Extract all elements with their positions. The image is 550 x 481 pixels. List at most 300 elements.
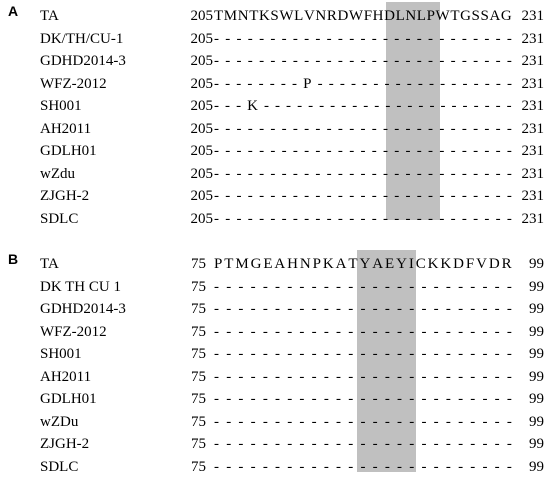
residue: - xyxy=(384,368,390,385)
residue: A xyxy=(372,256,384,272)
residue: - xyxy=(214,120,219,137)
residue: - xyxy=(238,413,244,430)
start-position: 75 xyxy=(191,458,206,475)
alignment-rows xyxy=(0,5,550,230)
residue: - xyxy=(397,368,403,385)
residue: - xyxy=(470,278,476,295)
residue: - xyxy=(214,30,219,47)
strain-name: SDLC xyxy=(40,210,79,227)
residue: - xyxy=(311,323,317,340)
residue: - xyxy=(461,143,467,159)
residue: - xyxy=(385,98,391,114)
end-position: 99 xyxy=(529,391,544,407)
residue: - xyxy=(299,346,305,362)
strain-name: WFZ-2012 xyxy=(40,323,107,340)
residue: - xyxy=(445,458,451,475)
residue: Y xyxy=(396,256,407,272)
residue: - xyxy=(450,143,456,159)
residue: - xyxy=(372,436,378,452)
alignment-row xyxy=(0,321,550,344)
residue: G xyxy=(250,256,262,272)
residue: - xyxy=(262,436,268,452)
residue: - xyxy=(458,368,464,385)
start-position: 75 xyxy=(191,368,206,385)
residue: V xyxy=(303,8,315,24)
residue: D xyxy=(384,8,395,24)
residue: - xyxy=(280,75,286,92)
start-position: 205 xyxy=(190,188,213,204)
residue: - xyxy=(292,53,298,69)
residue: - xyxy=(397,278,403,295)
residue: - xyxy=(360,346,366,362)
residue: - xyxy=(315,165,321,182)
residue: V xyxy=(476,256,487,272)
residue: - xyxy=(506,53,512,69)
residue: - xyxy=(238,436,244,452)
residue: - xyxy=(506,346,512,362)
residue: F xyxy=(465,256,475,272)
residue: - xyxy=(470,323,476,340)
residue: - xyxy=(484,165,490,182)
residue: - xyxy=(311,278,317,295)
residue: - xyxy=(270,165,276,182)
residue: - xyxy=(461,120,467,137)
residue: - xyxy=(226,323,232,340)
residue: K xyxy=(427,256,439,272)
residue: - xyxy=(433,413,439,430)
residue: - xyxy=(311,346,317,362)
residue: - xyxy=(250,301,256,317)
residue: - xyxy=(429,98,435,114)
sequence xyxy=(214,343,512,366)
residue: - xyxy=(214,413,219,430)
residue: - xyxy=(287,436,293,452)
panel-label: A xyxy=(8,3,19,19)
start-position: 75 xyxy=(191,413,206,430)
residue: - xyxy=(506,301,512,317)
residue: - xyxy=(384,391,390,407)
residue: - xyxy=(360,188,366,204)
residue: - xyxy=(405,165,411,182)
residue: - xyxy=(409,368,415,385)
residue: - xyxy=(317,75,323,92)
residue: - xyxy=(458,346,464,362)
residue: - xyxy=(473,75,479,92)
residue: - xyxy=(214,458,219,475)
residue: - xyxy=(275,278,281,295)
residue: - xyxy=(311,458,317,475)
residue: - xyxy=(445,323,451,340)
residue: - xyxy=(225,165,231,182)
residue: - xyxy=(384,413,390,430)
residue: - xyxy=(506,436,512,452)
residue: - xyxy=(236,210,242,227)
end-position: 231 xyxy=(521,210,544,227)
residue: - xyxy=(416,188,422,204)
residue: - xyxy=(495,120,501,137)
residue: - xyxy=(461,30,467,47)
residue: - xyxy=(482,391,488,407)
residue: - xyxy=(372,413,378,430)
residue: - xyxy=(270,188,276,204)
residue: - xyxy=(462,75,468,92)
residue: - xyxy=(484,188,490,204)
residue: - xyxy=(440,75,446,92)
residue: - xyxy=(337,120,343,137)
residue: Y xyxy=(359,256,371,272)
residue: A xyxy=(274,256,286,272)
residue: - xyxy=(506,278,512,295)
alignment-row xyxy=(0,185,550,208)
residue: - xyxy=(225,75,231,92)
residue: - xyxy=(458,301,464,317)
residue: - xyxy=(270,53,276,69)
residue: - xyxy=(494,458,500,475)
residue: - xyxy=(299,458,305,475)
residue: - xyxy=(214,53,219,69)
end-position: 99 xyxy=(529,346,544,362)
residue: - xyxy=(360,210,366,227)
residue: - xyxy=(421,346,427,362)
residue: - xyxy=(275,346,281,362)
residue: - xyxy=(275,323,281,340)
residue: - xyxy=(214,323,219,340)
residue: - xyxy=(470,346,476,362)
residue: - xyxy=(470,391,476,407)
residue: - xyxy=(494,301,500,317)
residue: - xyxy=(473,120,479,137)
residue: - xyxy=(336,436,342,452)
residue: - xyxy=(360,458,366,475)
residue: - xyxy=(371,143,377,159)
sequence xyxy=(214,276,512,299)
residue: - xyxy=(363,98,369,114)
residue: - xyxy=(384,75,390,92)
alignment-row xyxy=(0,433,550,456)
residue: - xyxy=(226,278,232,295)
residue: - xyxy=(214,368,219,385)
alignment-row xyxy=(0,163,550,186)
residue: - xyxy=(382,53,388,69)
residue: - xyxy=(225,53,231,69)
strain-name: GDLH01 xyxy=(40,143,97,159)
residue: - xyxy=(507,75,512,92)
residue: A xyxy=(489,8,501,24)
residue: - xyxy=(461,165,467,182)
residue: - xyxy=(281,165,287,182)
residue: - xyxy=(397,301,403,317)
residue: - xyxy=(495,143,501,159)
residue: - xyxy=(372,278,378,295)
residue: - xyxy=(484,30,490,47)
residue: P xyxy=(303,75,312,92)
residue: - xyxy=(238,391,244,407)
residue: - xyxy=(421,323,427,340)
residue: - xyxy=(236,143,242,159)
residue: - xyxy=(250,413,256,430)
residue: - xyxy=(416,120,422,137)
residue: - xyxy=(360,323,366,340)
residue: - xyxy=(360,120,366,137)
residue: - xyxy=(373,75,379,92)
sequence xyxy=(214,411,512,434)
residue: - xyxy=(225,188,231,204)
residue: - xyxy=(311,301,317,317)
residue: - xyxy=(214,143,219,159)
residue: - xyxy=(226,458,232,475)
residue: - xyxy=(433,346,439,362)
residue: - xyxy=(506,413,512,430)
residue: - xyxy=(494,368,500,385)
residue: - xyxy=(349,30,355,47)
residue: - xyxy=(326,120,332,137)
residue: - xyxy=(275,368,281,385)
residue: - xyxy=(428,188,434,204)
residue: I xyxy=(408,256,414,272)
residue: - xyxy=(275,301,281,317)
residue: - xyxy=(445,413,451,430)
residue: - xyxy=(439,30,445,47)
residue: - xyxy=(250,458,256,475)
residue: - xyxy=(360,301,366,317)
residue: - xyxy=(304,165,310,182)
residue: - xyxy=(291,75,297,92)
alignment-row xyxy=(0,366,550,389)
residue: - xyxy=(297,98,303,114)
residue: M xyxy=(235,256,249,272)
residue: - xyxy=(494,391,500,407)
residue: - xyxy=(225,210,231,227)
residue: - xyxy=(433,301,439,317)
residue: - xyxy=(409,346,415,362)
residue: - xyxy=(450,165,456,182)
residue: - xyxy=(428,165,434,182)
residue: - xyxy=(371,30,377,47)
residue: - xyxy=(259,30,265,47)
residue: H xyxy=(372,8,384,24)
residue: - xyxy=(409,301,415,317)
strain-name: GDLH01 xyxy=(40,391,97,407)
residue: - xyxy=(250,323,256,340)
start-position: 205 xyxy=(190,8,213,24)
residue: - xyxy=(304,188,310,204)
alignment-row xyxy=(0,5,550,28)
residue: - xyxy=(247,75,253,92)
residue: - xyxy=(275,391,281,407)
start-position: 205 xyxy=(190,165,213,182)
residue: - xyxy=(470,368,476,385)
residue: - xyxy=(482,323,488,340)
residue: - xyxy=(214,75,219,92)
residue: - xyxy=(236,75,242,92)
residue: - xyxy=(247,188,253,204)
residue: - xyxy=(407,98,413,114)
residue: - xyxy=(292,143,298,159)
residue: - xyxy=(433,368,439,385)
residue: - xyxy=(348,458,354,475)
residue: - xyxy=(417,75,423,92)
residue: - xyxy=(384,323,390,340)
residue: - xyxy=(482,436,488,452)
end-position: 99 xyxy=(529,458,544,475)
residue: - xyxy=(238,458,244,475)
residue: - xyxy=(308,98,314,114)
residue: - xyxy=(348,368,354,385)
start-position: 205 xyxy=(190,120,213,137)
sequence xyxy=(214,163,512,186)
residue: - xyxy=(326,188,332,204)
residue: - xyxy=(349,210,355,227)
residue: - xyxy=(494,278,500,295)
residue: - xyxy=(304,143,310,159)
end-position: 231 xyxy=(521,75,544,92)
residue: - xyxy=(394,210,400,227)
residue: - xyxy=(349,165,355,182)
strain-name: AH2011 xyxy=(40,368,92,385)
residue: - xyxy=(292,210,298,227)
alignment-row xyxy=(0,411,550,434)
residue: - xyxy=(315,188,321,204)
start-position: 75 xyxy=(191,436,206,452)
sequence xyxy=(214,208,512,231)
residue: - xyxy=(349,143,355,159)
end-position: 99 xyxy=(529,323,544,340)
residue: - xyxy=(247,30,253,47)
residue: - xyxy=(506,143,512,159)
residue: - xyxy=(214,165,219,182)
strain-name: ZJGH-2 xyxy=(40,188,90,204)
residue: - xyxy=(259,120,265,137)
sequence xyxy=(214,118,512,141)
residue: - xyxy=(409,278,415,295)
residue: - xyxy=(409,391,415,407)
residue: - xyxy=(236,53,242,69)
residue: - xyxy=(384,436,390,452)
residue: - xyxy=(236,165,242,182)
residue: - xyxy=(299,323,305,340)
residue: - xyxy=(226,301,232,317)
residue: - xyxy=(287,413,293,430)
sequence xyxy=(214,388,512,411)
residue: - xyxy=(315,120,321,137)
sequence xyxy=(214,366,512,389)
residue: - xyxy=(470,436,476,452)
residue: - xyxy=(315,53,321,69)
residue: - xyxy=(482,346,488,362)
strain-name: DK/TH/CU-1 xyxy=(40,30,124,47)
alignment-row xyxy=(0,253,550,276)
residue: - xyxy=(382,120,388,137)
alignment-row xyxy=(0,276,550,299)
residue: - xyxy=(395,75,401,92)
residue: - xyxy=(299,301,305,317)
residue: H xyxy=(287,256,298,272)
residue: P xyxy=(426,8,435,24)
residue: - xyxy=(337,143,343,159)
start-position: 75 xyxy=(191,346,206,362)
residue: - xyxy=(445,278,451,295)
residue: - xyxy=(226,391,232,407)
end-position: 231 xyxy=(521,30,544,47)
residue: - xyxy=(428,30,434,47)
residue: - xyxy=(484,210,490,227)
residue: - xyxy=(495,98,501,114)
alignment-row xyxy=(0,298,550,321)
residue: - xyxy=(494,323,500,340)
residue: N xyxy=(299,256,311,272)
residue: - xyxy=(292,165,298,182)
residue: - xyxy=(225,30,231,47)
end-position: 231 xyxy=(521,143,544,159)
residue: G xyxy=(460,8,471,24)
residue: - xyxy=(461,210,467,227)
residue: - xyxy=(439,188,445,204)
residue: - xyxy=(445,391,451,407)
residue: - xyxy=(360,413,366,430)
residue: S xyxy=(270,8,279,24)
residue: - xyxy=(458,413,464,430)
residue: - xyxy=(470,458,476,475)
end-position: 231 xyxy=(521,120,544,137)
residue: - xyxy=(458,458,464,475)
residue: - xyxy=(304,120,310,137)
residue: - xyxy=(348,346,354,362)
residue: - xyxy=(351,75,357,92)
residue: - xyxy=(323,301,329,317)
residue: - xyxy=(372,301,378,317)
residue: - xyxy=(336,413,342,430)
residue: - xyxy=(450,53,456,69)
residue: N xyxy=(405,8,417,24)
residue: S xyxy=(471,8,480,24)
end-position: 231 xyxy=(521,165,544,182)
residue: - xyxy=(409,436,415,452)
residue: - xyxy=(416,165,422,182)
residue: - xyxy=(394,165,400,182)
residue: - xyxy=(348,436,354,452)
residue: - xyxy=(311,436,317,452)
residue: M xyxy=(223,8,238,24)
residue: - xyxy=(421,391,427,407)
residue: T xyxy=(214,8,224,24)
residue: - xyxy=(270,143,276,159)
residue: - xyxy=(214,301,219,317)
residue: - xyxy=(287,278,293,295)
residue: K xyxy=(322,256,334,272)
residue: - xyxy=(336,323,342,340)
start-position: 205 xyxy=(190,53,213,69)
residue: L xyxy=(294,8,304,24)
residue: - xyxy=(299,436,305,452)
residue: - xyxy=(473,30,479,47)
residue: - xyxy=(275,413,281,430)
residue: - xyxy=(495,188,501,204)
residue: - xyxy=(394,143,400,159)
residue: - xyxy=(450,120,456,137)
residue: - xyxy=(440,98,446,114)
alignment-row xyxy=(0,73,550,96)
residue: - xyxy=(326,143,332,159)
residue: - xyxy=(304,30,310,47)
residue: - xyxy=(473,210,479,227)
residue: - xyxy=(341,98,347,114)
residue: - xyxy=(311,391,317,407)
residue: - xyxy=(433,436,439,452)
residue: - xyxy=(405,143,411,159)
residue: - xyxy=(236,30,242,47)
end-position: 231 xyxy=(521,8,544,24)
residue: - xyxy=(326,30,332,47)
